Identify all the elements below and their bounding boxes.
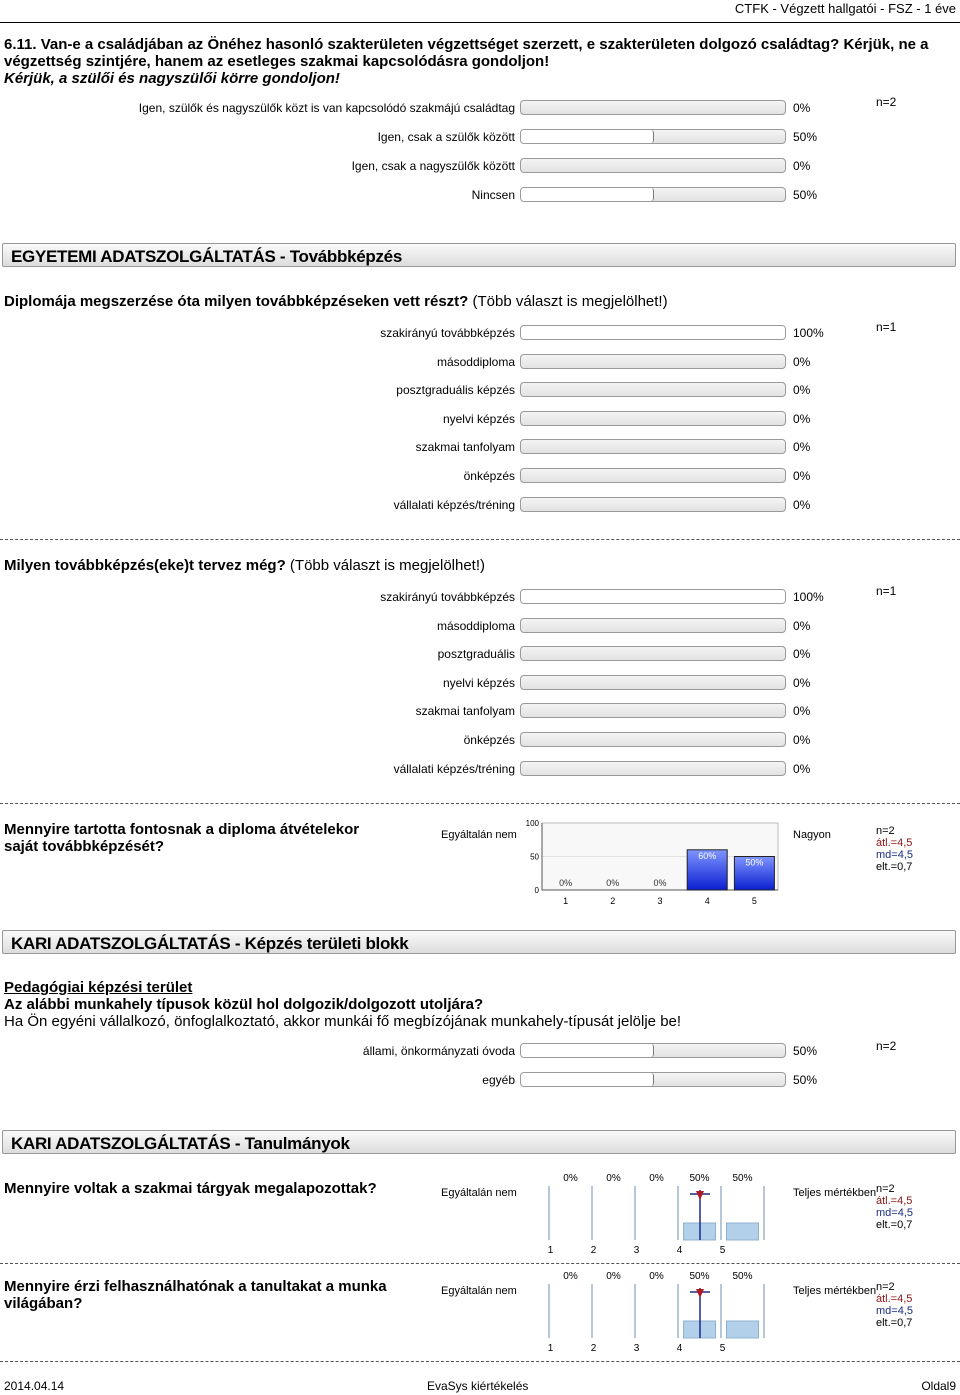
percentage-bar: [520, 129, 786, 144]
bar-data-label: 0%: [563, 1173, 578, 1184]
option-percentage: 0%: [793, 675, 811, 690]
y-tick-label: 50: [530, 852, 539, 862]
option-percentage: 0%: [793, 647, 811, 662]
scale-left-label: Egyáltalán nem: [441, 1187, 517, 1199]
header-divider: [0, 22, 960, 23]
x-tick-label: 4: [704, 896, 710, 906]
page-header-title: CTFK - Végzett hallgatói - FSZ - 1 éve: [734, 1, 956, 16]
section-title: KARI ADATSZOLGÁLTATÁS - Képzés területi blokk: [11, 934, 409, 953]
option-percentage: 0%: [793, 761, 811, 776]
option-label: szakmai tanfolyam: [415, 440, 515, 455]
question-title: [4, 293, 668, 310]
bar-data-label: 0%: [649, 1271, 664, 1282]
stat-median: md=4,5: [876, 1305, 913, 1317]
option-label: Igen, csak a szülők között: [377, 130, 515, 144]
stat-median: md=4,5: [876, 1207, 913, 1219]
option-percentage: 50%: [793, 130, 818, 144]
question-title: [4, 821, 359, 855]
area-title: Pedagógiai képzési terület: [4, 979, 193, 996]
footer-page: Oldal9: [921, 1379, 956, 1393]
stat-deviation: elt.=0,7: [876, 861, 913, 873]
n-count: n=1: [876, 584, 897, 598]
histogram-chart: [525, 815, 785, 910]
question-title-line: végzettség szintjére, hanem az esetleges szakmai kapcsolódásra gondoljon!: [4, 53, 550, 70]
section-title: KARI ADATSZOLGÁLTATÁS - Tanulmányok: [11, 1134, 350, 1153]
dashed-divider: [0, 803, 960, 804]
option-label: szakirányú továbbképzés: [380, 326, 515, 340]
n-count: n=2: [876, 1039, 897, 1053]
option-label: másoddiploma: [436, 618, 515, 633]
dashed-divider: [0, 539, 960, 540]
stats-block: [876, 1183, 913, 1231]
x-tick-label: 2: [610, 896, 616, 906]
percentage-bar: [520, 100, 786, 115]
percentage-bar: [520, 1072, 786, 1087]
bar-data-label: 60%: [698, 850, 717, 861]
question-title-line: Mennyire tartotta fontosnak a diploma átvételekor: [4, 821, 360, 838]
stats-block: [876, 825, 913, 873]
stats-block: [876, 1281, 913, 1329]
bar-data-label: 50%: [689, 1173, 710, 1184]
footer-date: 2014.04.14: [4, 1379, 65, 1393]
percentage-bar: [520, 1043, 786, 1058]
option-percentage: 0%: [793, 440, 811, 455]
option-label: egyéb: [482, 1073, 515, 1087]
stat-n: n=2: [876, 1281, 895, 1293]
percentage-bar: [520, 158, 786, 173]
stat-median: md=4,5: [876, 849, 913, 861]
percentage-bar: [520, 732, 786, 747]
option-percentage: 0%: [793, 383, 811, 398]
stat-deviation: elt.=0,7: [876, 1219, 913, 1231]
x-tick-label: 2: [590, 1343, 597, 1353]
scale-right-label: Teljes mértékben: [793, 1187, 877, 1199]
x-tick-label: 4: [676, 1343, 683, 1353]
question-title-bold: Milyen továbbképzés(eke)t tervez még?: [4, 557, 286, 574]
question-title-line: Az alábbi munkahely típusok közül hol dolgozik/dolgozott utoljára?: [4, 996, 484, 1013]
option-percentage: 0%: [793, 411, 811, 426]
question-title: [4, 557, 485, 574]
stat-mean: átl.=4,5: [876, 1293, 913, 1305]
bar-data-label: 50%: [745, 857, 764, 868]
percentage-bar: [520, 618, 786, 633]
percentage-bar-fill: [521, 188, 654, 201]
section-header: [2, 243, 956, 267]
option-percentage: 0%: [793, 354, 811, 369]
bar-data-label: 0%: [606, 878, 620, 888]
option-label: állami, önkormányzati óvoda: [362, 1044, 515, 1058]
stat-n: n=2: [876, 1183, 895, 1195]
percentage-bar: [520, 439, 786, 454]
option-label: Igen, szülők és nagyszülők közt is van kapcsolódó szakmájú családtag: [138, 101, 515, 115]
distribution-chart: [545, 1268, 765, 1353]
x-tick-label: 1: [547, 1245, 554, 1255]
bar-data-label: 0%: [606, 1271, 621, 1282]
dashed-divider: [0, 1263, 960, 1264]
option-label: önképzés: [463, 469, 515, 483]
bar-data-label: 50%: [689, 1271, 710, 1282]
option-percentage: 50%: [793, 1044, 818, 1058]
percentage-bar: [520, 187, 786, 202]
stat-mean: átl.=4,5: [876, 837, 913, 849]
y-tick-label: 0: [534, 886, 539, 895]
option-percentage: 0%: [793, 733, 811, 747]
option-percentage: 50%: [793, 188, 818, 202]
bar-data-label: 50%: [732, 1271, 753, 1282]
option-label: posztgraduális képzés: [396, 383, 515, 398]
option-label: szakirányú továbbképzés: [380, 590, 515, 604]
section-header: [2, 930, 956, 954]
percentage-bar: [520, 497, 786, 512]
option-percentage: 0%: [793, 469, 811, 483]
percentage-bar: [520, 703, 786, 718]
percentage-bar-fill: [521, 1073, 654, 1086]
footer-source: EvaSys kiértékelés: [427, 1379, 529, 1393]
percentage-bar: [520, 354, 786, 369]
distribution-chart: [545, 1170, 765, 1255]
question-title: [4, 1278, 387, 1312]
dashed-divider: [0, 1361, 960, 1362]
x-tick-label: 3: [633, 1343, 640, 1353]
mean-marker: [696, 1191, 704, 1200]
bar-data-label: 0%: [649, 1173, 664, 1184]
question-title-line: saját továbbképzését?: [4, 838, 165, 855]
bar-data-label: 0%: [559, 878, 573, 888]
percentage-bar: [520, 325, 786, 340]
option-label: Igen, csak a nagyszülők között: [351, 159, 515, 173]
x-tick-label: 5: [719, 1343, 726, 1353]
x-tick-label: 3: [657, 896, 663, 906]
x-tick-label: 2: [590, 1245, 597, 1255]
distribution-bar: [727, 1223, 759, 1240]
question-title: Mennyire voltak a szakmai tárgyak megalapozottak?: [4, 1180, 377, 1197]
percentage-bar-fill: [521, 130, 654, 143]
percentage-bar-fill: [521, 590, 786, 603]
option-percentage: 0%: [793, 704, 811, 719]
x-tick-label: 5: [719, 1245, 726, 1255]
scale-left-label: Egyáltalán nem: [441, 1285, 517, 1297]
n-count: n=2: [876, 95, 897, 109]
option-label: vállalati képzés/tréning: [393, 761, 515, 776]
section-header: [2, 1130, 956, 1154]
question-title-line: Mennyire érzi felhasználhatónak a tanultakat a munka: [4, 1278, 387, 1295]
y-tick-label: 100: [525, 819, 539, 828]
percentage-bar: [520, 646, 786, 661]
stat-mean: átl.=4,5: [876, 1195, 913, 1207]
mean-marker: [696, 1289, 704, 1298]
x-tick-label: 4: [676, 1245, 683, 1255]
option-label: önképzés: [463, 733, 515, 747]
question-title-line: 6.11. Van-e a családjában az Önéhez hasonló szakterületen végzettséget szerzett, e szakterületen dolgozó családtag? Kérjük, ne a: [4, 36, 929, 53]
question-instructions: Ha Ön egyéni vállalkozó, önfoglalkoztató, akkor munkái fő megbízójának munkahely-típusát jelölje be!: [4, 1013, 682, 1030]
n-count: n=1: [876, 320, 897, 334]
percentage-bar: [520, 675, 786, 690]
option-percentage: 50%: [793, 1073, 818, 1087]
bar-data-label: 50%: [732, 1173, 753, 1184]
bar-data-label: 0%: [653, 878, 667, 888]
question-title: [4, 36, 929, 87]
stat-deviation: elt.=0,7: [876, 1317, 913, 1329]
option-percentage: 100%: [793, 326, 824, 340]
option-label: nyelvi képzés: [442, 411, 515, 426]
question-title-line: világában?: [4, 1295, 83, 1312]
option-label: vállalati képzés/tréning: [393, 497, 515, 512]
bar-data-label: 0%: [606, 1173, 621, 1184]
bar-data-label: 0%: [563, 1271, 578, 1282]
question-title-note: (Több választ is megjelölhet!): [285, 557, 486, 574]
percentage-bar-fill: [521, 326, 786, 339]
scale-left-label: Egyáltalán nem: [441, 829, 517, 841]
option-percentage: 0%: [793, 159, 811, 173]
percentage-bar-fill: [521, 1044, 654, 1057]
x-tick-label: 1: [547, 1343, 554, 1353]
percentage-bar: [520, 411, 786, 426]
percentage-bar: [520, 589, 786, 604]
option-label: szakmai tanfolyam: [415, 704, 515, 719]
question-title-note: (Több választ is megjelölhet!): [468, 293, 668, 310]
x-tick-label: 1: [563, 896, 569, 906]
scale-right-label: Nagyon: [793, 829, 831, 841]
option-percentage: 100%: [793, 590, 824, 604]
percentage-bar: [520, 382, 786, 397]
option-label: posztgraduális: [437, 647, 515, 662]
percentage-bar: [520, 468, 786, 483]
scale-right-label: Teljes mértékben: [793, 1285, 877, 1297]
option-percentage: 0%: [793, 618, 811, 633]
section-title: EGYETEMI ADATSZOLGÁLTATÁS - Továbbképzés: [11, 247, 402, 266]
distribution-bar: [727, 1321, 759, 1338]
option-label: nyelvi képzés: [442, 675, 515, 690]
x-tick-label: 5: [751, 896, 757, 906]
option-label: Nincsen: [471, 188, 515, 202]
percentage-bar: [520, 761, 786, 776]
stat-n: n=2: [876, 825, 895, 837]
question-title-bold: Diplomája megszerzése óta milyen továbbképzéseken vett részt?: [4, 293, 469, 310]
option-percentage: 0%: [793, 497, 811, 512]
x-tick-label: 3: [633, 1245, 640, 1255]
question-title-line: Kérjük, a szülői és nagyszülői körre gondoljon!: [4, 70, 340, 87]
question-block: [4, 979, 681, 1030]
option-label: másoddiploma: [436, 354, 515, 369]
option-percentage: 0%: [793, 101, 811, 115]
